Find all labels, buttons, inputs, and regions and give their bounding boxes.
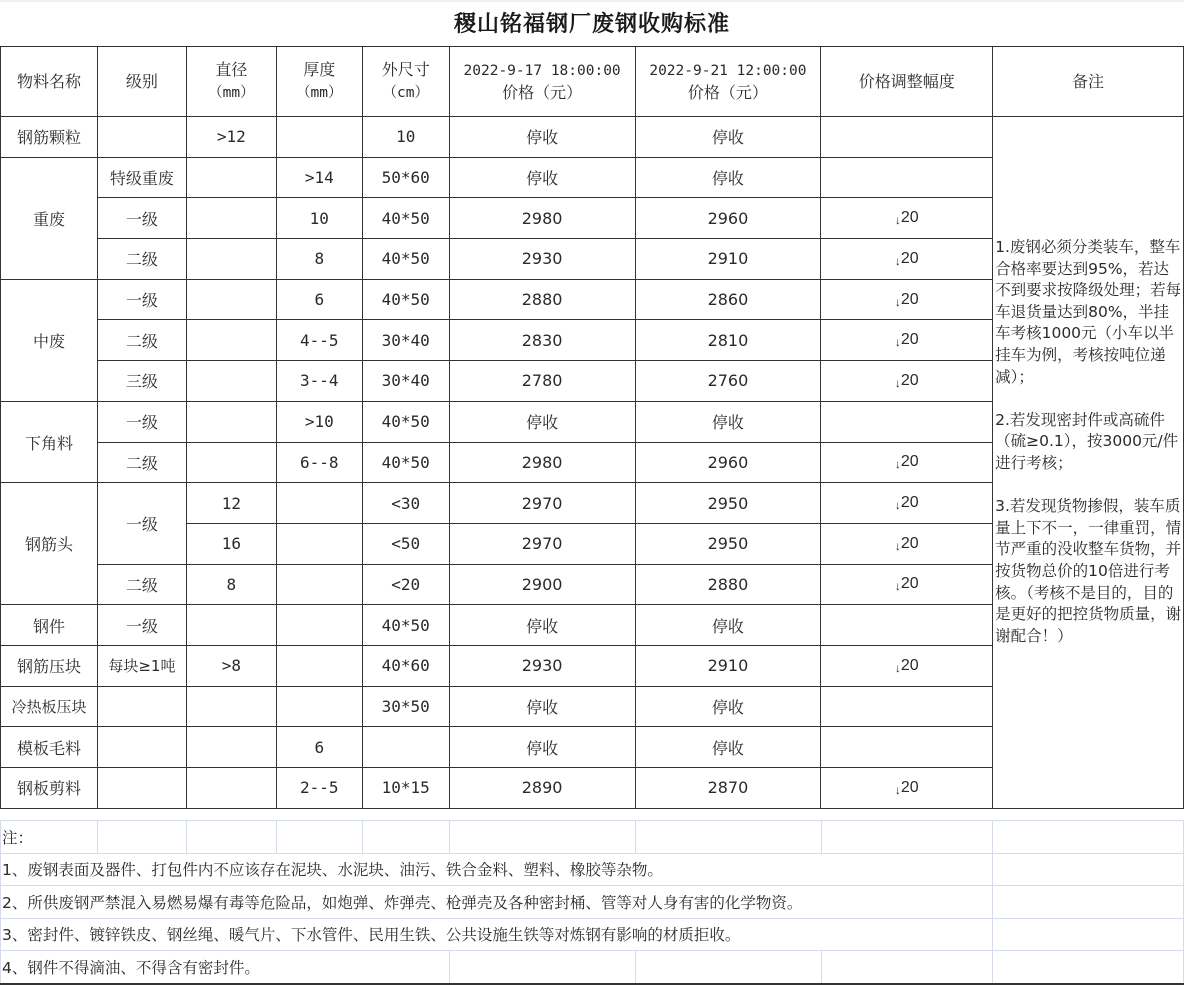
down-arrow-icon: ↓ [894,335,901,350]
thickness-cell [276,117,362,158]
thickness-cell [276,686,362,727]
note-item: 2、所供废钢严禁混入易燃易爆有毒等危险品，如炮弹、炸弹壳、枪弹壳及各种密封桶、管等对人身有害的化学物资。 [1,886,993,919]
grade-cell: 三级 [97,361,186,402]
price1-cell: 停收 [449,686,635,727]
size-cell: 10*15 [362,768,449,809]
adjust-cell [821,361,993,402]
price1-cell: 2900 [449,564,635,605]
price2-cell: 2960 [635,442,821,483]
price2-cell: 2760 [635,361,821,402]
material-cell: 钢筋头 [1,483,98,605]
note-item: 4、钢件不得滴油、不得含有密封件。 [1,951,450,984]
thickness-cell: 3--4 [276,361,362,402]
header-price2-label: 价格（元） [687,83,768,102]
size-cell: 30*50 [362,686,449,727]
price1-cell: 2880 [449,279,635,320]
price1-cell: 停收 [449,401,635,442]
price1-cell: 2930 [449,645,635,686]
remark-2: 2.若发现密封件或高硫件（硫≥0.1），按3000元/件进行考核； [995,410,1179,472]
down-arrow-icon: ↓ [894,294,901,309]
notes-heading: 注： [1,821,98,854]
diameter-cell: 12 [186,483,276,524]
adjust-cell [821,727,993,768]
remarks-cell [993,117,1184,809]
adjust-cell [821,320,993,361]
header-diameter [186,47,276,117]
grade-cell: 二级 [97,564,186,605]
adjust-cell [821,239,993,280]
grade-cell: 二级 [97,239,186,280]
grade-cell: 二级 [97,442,186,483]
diameter-cell [186,361,276,402]
thickness-cell: 10 [276,198,362,239]
grade-cell: 一级 [97,605,186,646]
down-arrow-icon: ↓ [894,782,901,797]
adjust-value: 20 [900,331,919,349]
down-arrow-icon: ↓ [894,375,901,390]
size-cell: 50*60 [362,157,449,198]
material-cell: 重废 [1,157,98,279]
thickness-cell: 2--5 [276,768,362,809]
grade-cell [97,686,186,727]
price2-cell: 停收 [635,686,821,727]
thickness-cell: 6--8 [276,442,362,483]
price1-cell: 2930 [449,239,635,280]
diameter-cell: >12 [186,117,276,158]
adjust-cell [821,564,993,605]
grade-cell: 每块≥1吨 [97,645,186,686]
header-size [362,47,449,117]
material-cell: 钢筋压块 [1,645,98,686]
size-cell: 40*50 [362,279,449,320]
adjust-value: 20 [900,534,919,552]
diameter-cell [186,727,276,768]
adjust-cell [821,686,993,727]
header-grade: 级别 [97,47,186,117]
price2-cell: 停收 [635,727,821,768]
page-title: 稷山铭福钢厂废钢收购标准 [453,12,730,37]
price1-cell: 停收 [449,117,635,158]
price1-cell: 停收 [449,727,635,768]
header-size-label: 外尺寸 [381,60,430,79]
price2-cell: 停收 [635,401,821,442]
down-arrow-icon: ↓ [894,579,901,594]
adjust-cell [821,768,993,809]
header-size-unit: （cm） [382,85,429,101]
price1-cell: 停收 [449,157,635,198]
adjust-value: 20 [900,249,919,267]
table-row [1,117,1184,158]
price2-cell: 2870 [635,768,821,809]
notes-row [1,886,1184,919]
price1-cell: 2970 [449,483,635,524]
material-cell: 钢筋颗粒 [1,117,98,158]
down-arrow-icon: ↓ [894,253,901,268]
adjust-value: 20 [900,290,919,308]
diameter-cell: 16 [186,523,276,564]
thickness-cell: >10 [276,401,362,442]
price2-cell: 2910 [635,645,821,686]
grade-cell: 一级 [97,279,186,320]
adjust-cell [821,442,993,483]
price1-cell: 2830 [449,320,635,361]
diameter-cell [186,768,276,809]
header-price1-label: 价格（元） [502,83,583,102]
price1-cell: 2980 [449,442,635,483]
size-cell: <30 [362,483,449,524]
grade-cell: 一级 [97,401,186,442]
material-cell: 钢件 [1,605,98,646]
thickness-cell: 8 [276,239,362,280]
adjust-value: 20 [900,778,919,796]
size-cell: 30*40 [362,361,449,402]
size-cell [362,727,449,768]
diameter-cell [186,320,276,361]
diameter-cell [186,605,276,646]
adjust-value: 20 [900,453,919,471]
notes-row [1,853,1184,886]
adjust-cell [821,198,993,239]
size-cell: 40*50 [362,442,449,483]
size-cell: 10 [362,117,449,158]
price1-cell: 2780 [449,361,635,402]
header-adjust: 价格调整幅度 [821,47,993,117]
remark-3: 3.若发现货物掺假，装车质量上下不一，一律重罚，情节严重的没收整车货物，并按货物总价的10倍进行考核。（考核不是目的，目的是更好的把控货物质量，谢谢配合！） [995,497,1182,645]
down-arrow-icon: ↓ [894,660,901,675]
thickness-cell: 4--5 [276,320,362,361]
diameter-cell [186,686,276,727]
note-item: 3、密封件、镀锌铁皮、钢丝绳、暖气片、下水管件、民用生铁、公共设施生铁等对炼钢有影响的材质拒收。 [1,918,993,951]
diameter-cell [186,198,276,239]
price1-cell: 2890 [449,768,635,809]
header-material: 物料名称 [1,47,98,117]
down-arrow-icon: ↓ [894,538,901,553]
down-arrow-icon: ↓ [894,498,901,513]
price2-cell: 2950 [635,483,821,524]
thickness-cell [276,483,362,524]
adjust-value: 20 [900,656,919,674]
diameter-cell [186,157,276,198]
notes-row [1,918,1184,951]
grade-cell: 一级 [97,198,186,239]
material-cell: 冷热板压块 [1,686,98,727]
adjust-value: 20 [900,575,919,593]
material-cell: 中废 [1,279,98,401]
size-cell: 30*40 [362,320,449,361]
down-arrow-icon: ↓ [894,457,901,472]
adjust-cell [821,279,993,320]
diameter-cell: 8 [186,564,276,605]
size-cell: 40*60 [362,645,449,686]
adjust-cell [821,117,993,158]
header-price1 [449,47,635,117]
size-cell: 40*50 [362,401,449,442]
down-arrow-icon: ↓ [894,213,901,228]
size-cell: 40*50 [362,198,449,239]
header-price1-date: 2022-9-17 18:00:00 [463,63,621,79]
header-price2-date: 2022-9-21 12:00:00 [649,63,807,79]
grade-cell [97,768,186,809]
thickness-cell: 6 [276,279,362,320]
diameter-cell: >8 [186,645,276,686]
thickness-cell [276,523,362,564]
header-price2 [635,47,821,117]
size-cell: 40*50 [362,605,449,646]
adjust-cell [821,605,993,646]
diameter-cell [186,239,276,280]
note-item: 1、废钢表面及器件、打包件内不应该存在泥块、水泥块、油污、铁合金料、塑料、橡胶等杂物。 [1,853,993,886]
price2-cell: 2950 [635,523,821,564]
price1-cell: 2980 [449,198,635,239]
adjust-cell [821,645,993,686]
grade-cell [97,727,186,768]
header-thickness-unit: （mm） [296,85,343,101]
material-cell: 模板毛料 [1,727,98,768]
adjust-value: 20 [900,494,919,512]
price2-cell: 2960 [635,198,821,239]
price1-cell: 停收 [449,605,635,646]
price2-cell: 停收 [635,605,821,646]
notes-row [1,821,1184,854]
size-cell: 40*50 [362,239,449,280]
adjust-value: 20 [900,371,919,389]
diameter-cell [186,442,276,483]
diameter-cell [186,401,276,442]
header-thickness-label: 厚度 [303,60,336,79]
thickness-cell: >14 [276,157,362,198]
grade-cell: 二级 [97,320,186,361]
price2-cell: 2880 [635,564,821,605]
header-diameter-label: 直径 [215,60,248,79]
header-remarks: 备注 [993,47,1184,117]
grade-cell: 一级 [97,483,186,564]
thickness-cell: 6 [276,727,362,768]
adjust-cell [821,523,993,564]
price-table [0,46,1184,809]
price2-cell: 2810 [635,320,821,361]
thickness-cell [276,605,362,646]
top-border [0,0,1184,2]
price2-cell: 停收 [635,117,821,158]
header-row [1,47,1184,117]
size-cell: <50 [362,523,449,564]
price2-cell: 2860 [635,279,821,320]
grade-cell: 特级重废 [97,157,186,198]
header-diameter-unit: （mm） [208,85,255,101]
material-cell: 钢板剪料 [1,768,98,809]
diameter-cell [186,279,276,320]
notes-row [1,951,1184,984]
price2-cell: 停收 [635,157,821,198]
adjust-cell [821,483,993,524]
thickness-cell [276,645,362,686]
grade-cell [97,117,186,158]
price1-cell: 2970 [449,523,635,564]
material-cell: 下角料 [1,401,98,482]
price2-cell: 2910 [635,239,821,280]
adjust-value: 20 [900,209,919,227]
size-cell: <20 [362,564,449,605]
thickness-cell [276,564,362,605]
notes-table [0,820,1184,985]
adjust-cell [821,157,993,198]
adjust-cell [821,401,993,442]
header-thickness [276,47,362,117]
remark-1: 1.废钢必须分类装车，整车合格率要达到95%，若达不到要求按降级处理；若每车退货量达到80%，半挂车考核1000元（小车以半挂车为例，考核按吨位递减）； [995,238,1182,386]
